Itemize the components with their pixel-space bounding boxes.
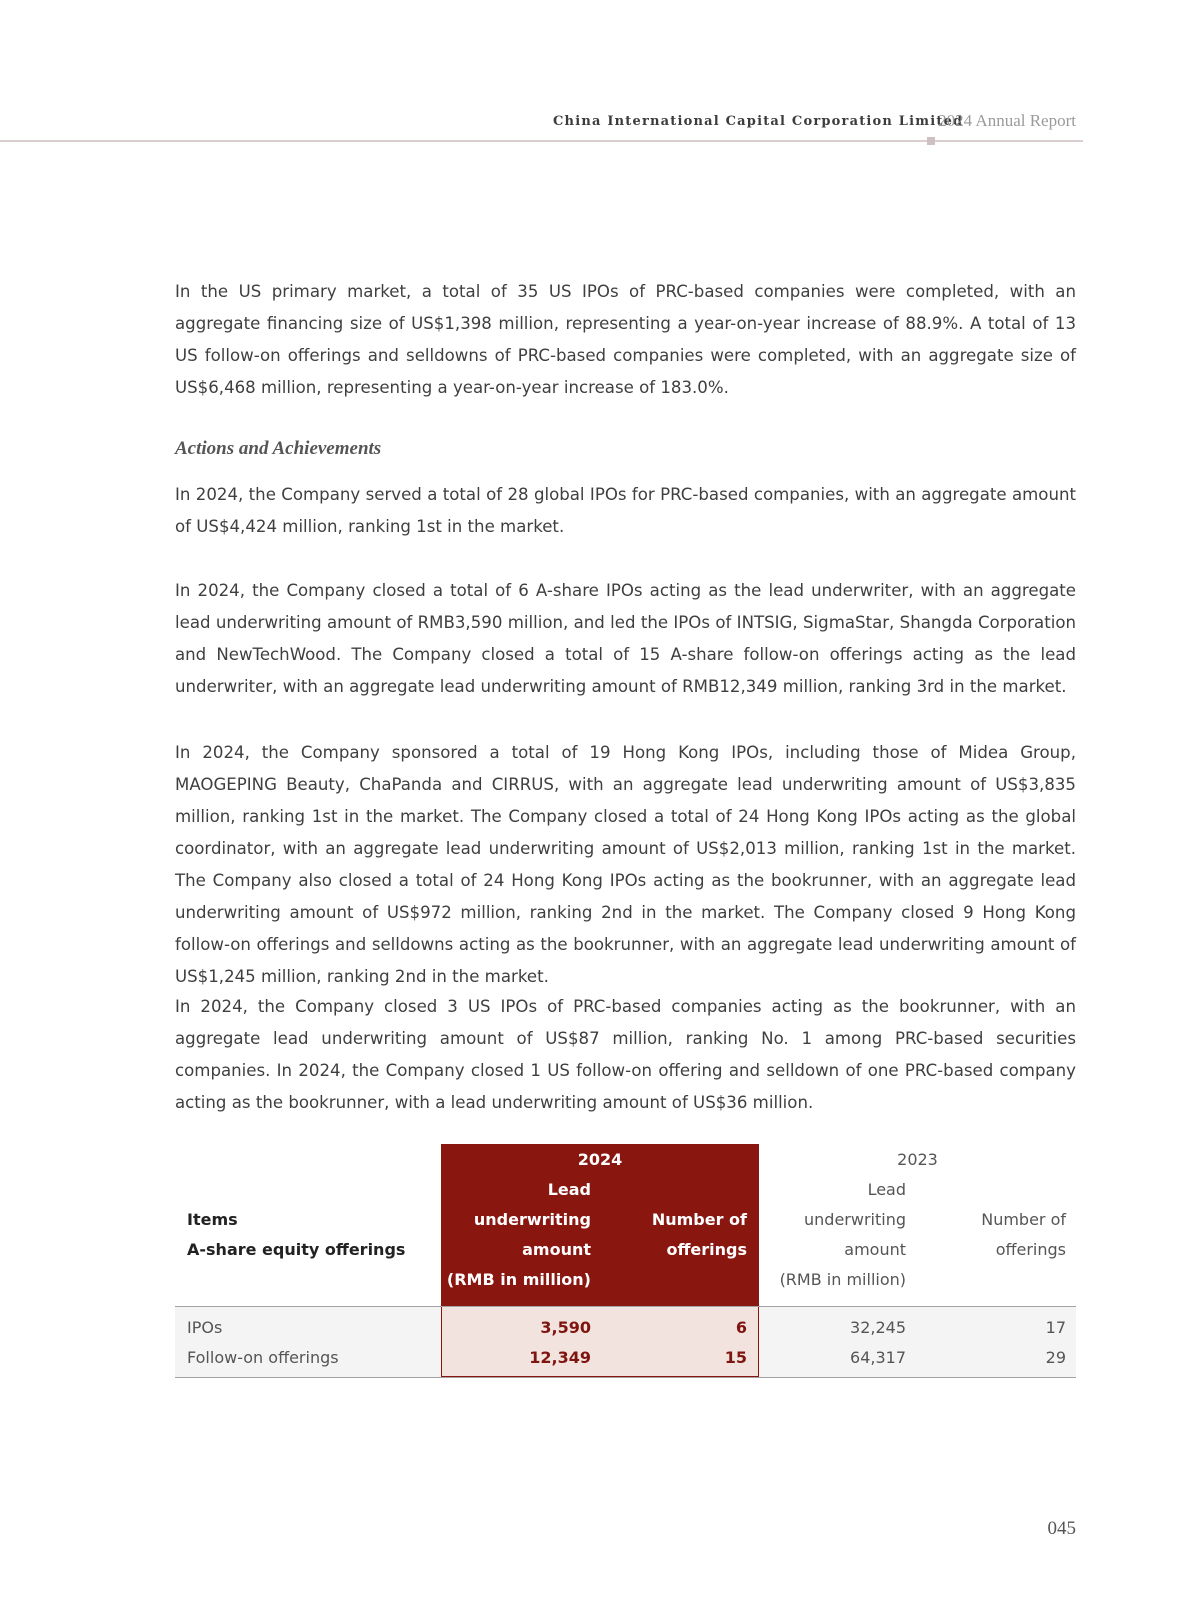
paragraph-hong-kong: In 2024, the Company sponsored a total of 19 Hong Kong IPOs, including those of Midea Group, MAOGEPING Beauty, ChaPanda and CIRRUS, with an aggregate lead underwriting amount of US$3,835 million, ranking 1st in the market. The Company closed a total of 24 Hong Kong IPOs acting as the global coordinator, with an aggregate lead underwriting amount of US$2,013 million, ranking 1st in the market. The Company also closed a total of 24 Hong Kong IPOs acting as the bookrunner, with an aggregate lead underwriting amount of US$972 million, ranking 2nd in the market. The Company closed 9 Hong Kong follow-on offerings and selldowns acting as the bookrunner, with an aggregate lead underwriting amount of US$1,245 million, ranking 2nd in the market. xyxy=(175,743,1076,986)
amount-2023-header-line: Lead xyxy=(867,1180,906,1199)
header-report-title: 2024 Annual Report xyxy=(938,111,1076,130)
row-amount-2024: 12,349 xyxy=(529,1348,591,1367)
amount-2023-header xyxy=(759,1175,906,1295)
row-item: IPOs xyxy=(187,1318,223,1337)
row-number-2023: 17 xyxy=(1045,1318,1066,1337)
amount-2024-header-line: (RMB in million) xyxy=(446,1270,591,1289)
amount-2024-header xyxy=(441,1175,591,1295)
row-number-2023: 29 xyxy=(1045,1348,1066,1367)
items-header: Items xyxy=(187,1210,238,1229)
table-bottom-rule xyxy=(175,1377,1076,1378)
header-divider xyxy=(175,1306,1076,1307)
paragraph-global-ipos: In 2024, the Company served a total of 28 global IPOs for PRC-based companies, with an aggregate amount of US$4,424 million, ranking 1st in the market. xyxy=(175,485,1076,536)
row-number-2024: 6 xyxy=(735,1318,747,1337)
row-amount-2023: 64,317 xyxy=(850,1348,906,1367)
year-2024-header: 2024 xyxy=(577,1150,623,1169)
page-number: 045 xyxy=(1047,1518,1076,1539)
number-2024-header-line: Number of xyxy=(651,1210,747,1229)
paragraph-us-primary-market: In the US primary market, a total of 35 US IPOs of PRC-based companies were completed, with an aggregate financing size of US$1,398 million, representing a year-on-year increase of 88.9%. A total of 13 US follow-on offerings and selldowns of PRC-based companies were completed, with an aggregate size of US$6,468 million, representing a year-on-year increase of 183.0%. xyxy=(175,282,1076,397)
row-amount-2024: 3,590 xyxy=(540,1318,591,1337)
number-2023-header-line: offerings xyxy=(995,1240,1066,1259)
amount-2024-header-line: underwriting xyxy=(473,1210,591,1229)
section-label: A-share equity offerings xyxy=(187,1240,406,1259)
number-2023-header xyxy=(935,1205,1066,1265)
amount-2023-header-line: underwriting xyxy=(804,1210,906,1229)
a-share-offerings-table xyxy=(175,1144,1076,1378)
paragraph-us-ipos: In 2024, the Company closed 3 US IPOs of PRC-based companies acting as the bookrunner, with an aggregate lead underwriting amount of US$87 million, ranking No. 1 among PRC-based securities companies. In 2024, the Company closed 1 US follow-on offering and selldown of one PRC-based company acting as the bookrunner, with a lead underwriting amount of US$36 million. xyxy=(175,997,1076,1112)
amount-2024-header-line: Lead xyxy=(547,1180,591,1199)
amount-2023-header-line: (RMB in million) xyxy=(779,1270,906,1289)
header-company-name: China International Capital Corporation Limited xyxy=(553,114,964,129)
row-number-2024: 15 xyxy=(724,1348,747,1367)
section-heading: Actions and Achievements xyxy=(175,438,382,459)
amount-2023-header-line: amount xyxy=(844,1240,906,1259)
row-amount-2023: 32,245 xyxy=(850,1318,906,1337)
number-2024-header xyxy=(615,1205,747,1265)
header-marker xyxy=(927,137,935,145)
paragraph-a-share: In 2024, the Company closed a total of 6 A-share IPOs acting as the lead underwriter, with an aggregate lead underwriting amount of RMB3,590 million, and led the IPOs of INTSIG, SigmaStar, Shangda Corporation and NewTechWood. The Company closed a total of 15 A-share follow-on offerings acting as the lead underwriter, with an aggregate lead underwriting amount of RMB12,349 million, ranking 3rd in the market. xyxy=(175,581,1076,696)
number-2024-header-line: offerings xyxy=(666,1240,747,1259)
number-2023-header-line: Number of xyxy=(981,1210,1066,1229)
amount-2024-header-line: amount xyxy=(522,1240,591,1259)
year-2023-header: 2023 xyxy=(897,1150,938,1169)
row-item: Follow-on offerings xyxy=(187,1348,339,1367)
header-rule xyxy=(0,140,1083,142)
